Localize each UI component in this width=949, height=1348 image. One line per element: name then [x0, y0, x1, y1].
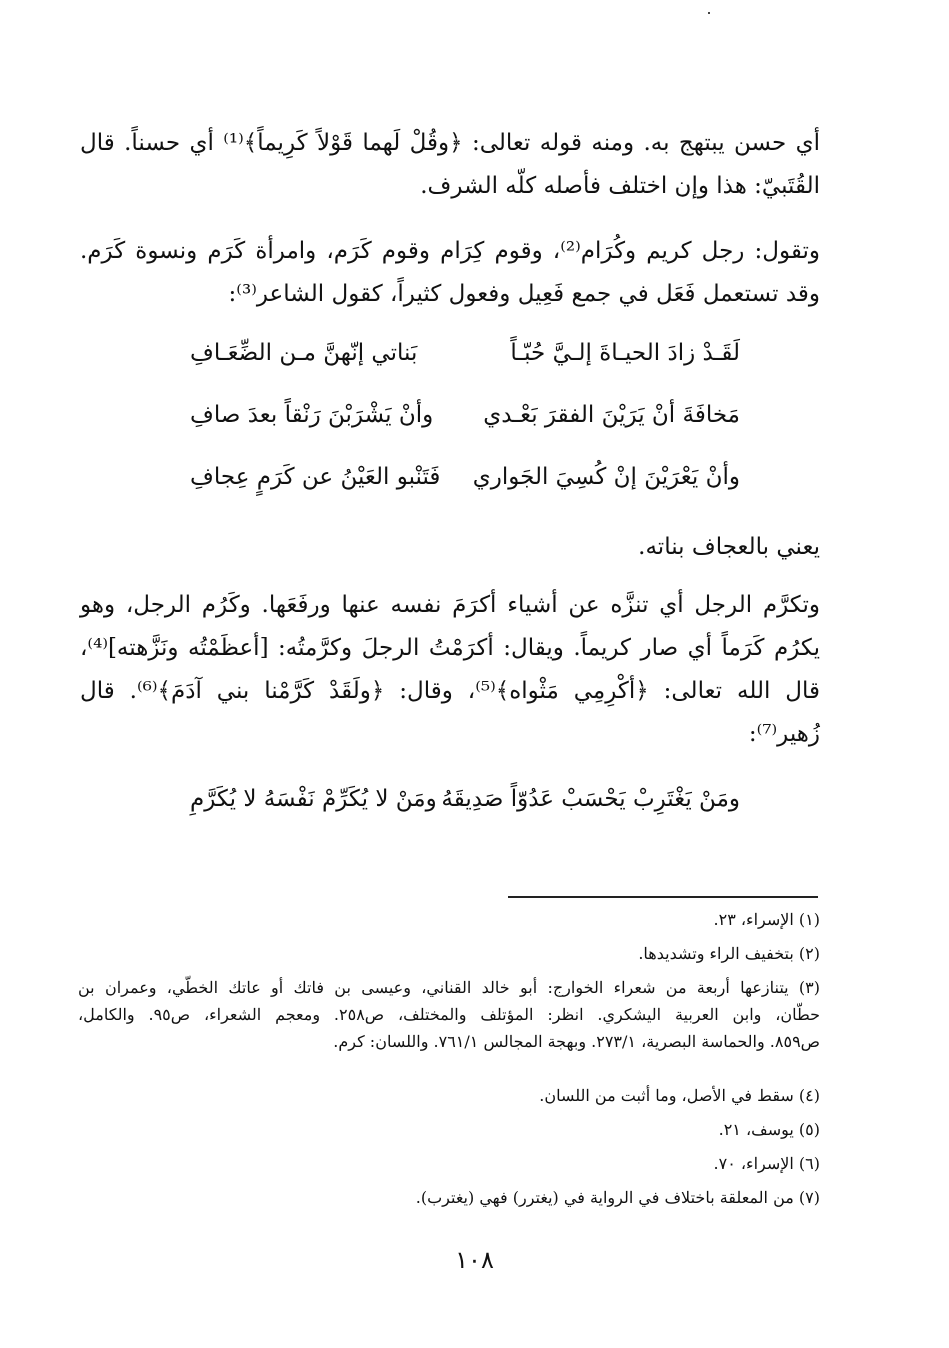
footnote-5	[78, 1116, 820, 1143]
page-number: ١٠٨	[455, 1246, 494, 1274]
text-line: يكرُم كَرَماً أي صار كريماً. ويقال: أكرَمْتُ الرجلَ وكرَّمتُه: [أعظَمْتُه ونَزَّهته]⁽⁴⁾،	[80, 635, 820, 661]
footnote-4	[78, 1082, 820, 1109]
paragraph-4	[80, 584, 820, 756]
footnote-line: (٤) سقط في الأصل، وما أثبت من اللسان.	[539, 1086, 820, 1105]
text-line: وتقول: رجل كريم وكُرَام⁽²⁾، وقوم كِرَام وقوم كَرَم، وامرأة كَرَم ونسوة كَرَم.	[80, 238, 820, 264]
verse-line	[160, 340, 740, 390]
paragraph-3	[80, 526, 820, 569]
footnote-3	[78, 974, 820, 1055]
text-line: قال الله تعالى: ﴿أكْرِمِي مَثْواه﴾⁽⁵⁾، وقال: ﴿ولَقَدْ كَرَّمْنا بني آدَمَ﴾⁽⁶⁾. قال	[80, 678, 820, 704]
footnote-2	[78, 940, 820, 967]
footnote-line: (٢) بتخفيف الراء وتشديدها.	[638, 944, 820, 963]
text-line: يعني بالعجاف بناته.	[638, 534, 820, 560]
scan-mark	[708, 12, 710, 14]
verse-second-hemistich: ومَنْ لا يُكَرِّمْ نَفْسَهُ لا يُكَرَّمِ	[190, 786, 437, 812]
verse-second-hemistich: وأنْ يَشْرَبْنَ رَنْقاً بعدَ صافِ	[190, 402, 434, 428]
verse-line	[160, 402, 740, 452]
verse-line	[160, 464, 740, 514]
paragraph-2	[80, 230, 820, 316]
footnote-line: (٦) الإسراء، ٧٠.	[713, 1154, 820, 1173]
verse-line	[160, 786, 740, 836]
text-line: زُهير⁽⁷⁾:	[748, 721, 820, 747]
footnote-1	[78, 906, 820, 933]
verse-first-hemistich: ومَنْ يَغْتَرِبْ يَحْسَبْ عَدُوّاً صَدِيقَهُ	[441, 786, 740, 812]
footnote-line: حطّان، وابن العربية اليشكري. انظر: المؤتلف والمختلف، ص٢٥٨. ومعجم الشعراء، ص٩٥. والكامل،	[78, 1005, 821, 1024]
footnote-line: (١) الإسراء، ٢٣.	[713, 910, 820, 929]
verse-first-hemistich: وأنْ يَعْرَيْنَ إنْ كُسِيَ الجَواري	[472, 464, 740, 490]
footnote-7	[78, 1184, 820, 1211]
footnote-6	[78, 1150, 820, 1177]
verse-second-hemistich: فَتَنْبو العَيْنُ عن كَرَمٍ عِجافِ	[190, 464, 441, 490]
text-line: القُتَبيّ: هذا وإن اختلف فأصله كلّه الشرف.	[420, 173, 820, 199]
paragraph-1	[80, 122, 820, 208]
text-line: أي حسن يبتهج به. ومنه قوله تعالى: ﴿وقُلْ لَهما قَوْلاً كَرِيماً﴾⁽¹⁾ أي حسناً. قال	[80, 130, 820, 156]
footnote-line: (٣) يتنازعها أربعة من شعراء الخوارج: أبو خالد القناني، وعيسى بن فاتك أو عاتك الخطّي، وعمران بن	[78, 978, 820, 997]
verse-first-hemistich: لَقَـدْ زادَ الحيـاةَ إلـيَّ حُبّـاً	[510, 340, 740, 366]
verse-first-hemistich: مَخافَةَ أنْ يَرَيْنَ الفقرَ بَعْـدي	[483, 402, 740, 428]
verse-second-hemistich: بَناتي إنّهنَّ مـن الضِّعَـافِ	[190, 340, 418, 366]
footnote-divider	[508, 896, 818, 898]
footnote-line: (٥) يوسف، ٢١.	[718, 1120, 820, 1139]
footnote-line: ص٨٥٩. والحماسة البصرية، ٢٧٣/١. وبهجة المجالس ٧٦١/١. واللسان: كرم.	[333, 1032, 820, 1051]
footnote-line: (٧) من المعلقة باختلاف في الرواية في (يغترر) فهي (يغترب).	[415, 1188, 820, 1207]
text-line: وقد تستعمل فَعَل في جمع فَعِيل وفعول كثيراً، كقول الشاعر⁽³⁾:	[228, 281, 820, 307]
text-line: وتكرَّم الرجل أي تنزَّه عن أشياء أكرَمَ نفسه عنها ورفَعَها. وكَرُم الرجل، وهو	[80, 592, 820, 618]
